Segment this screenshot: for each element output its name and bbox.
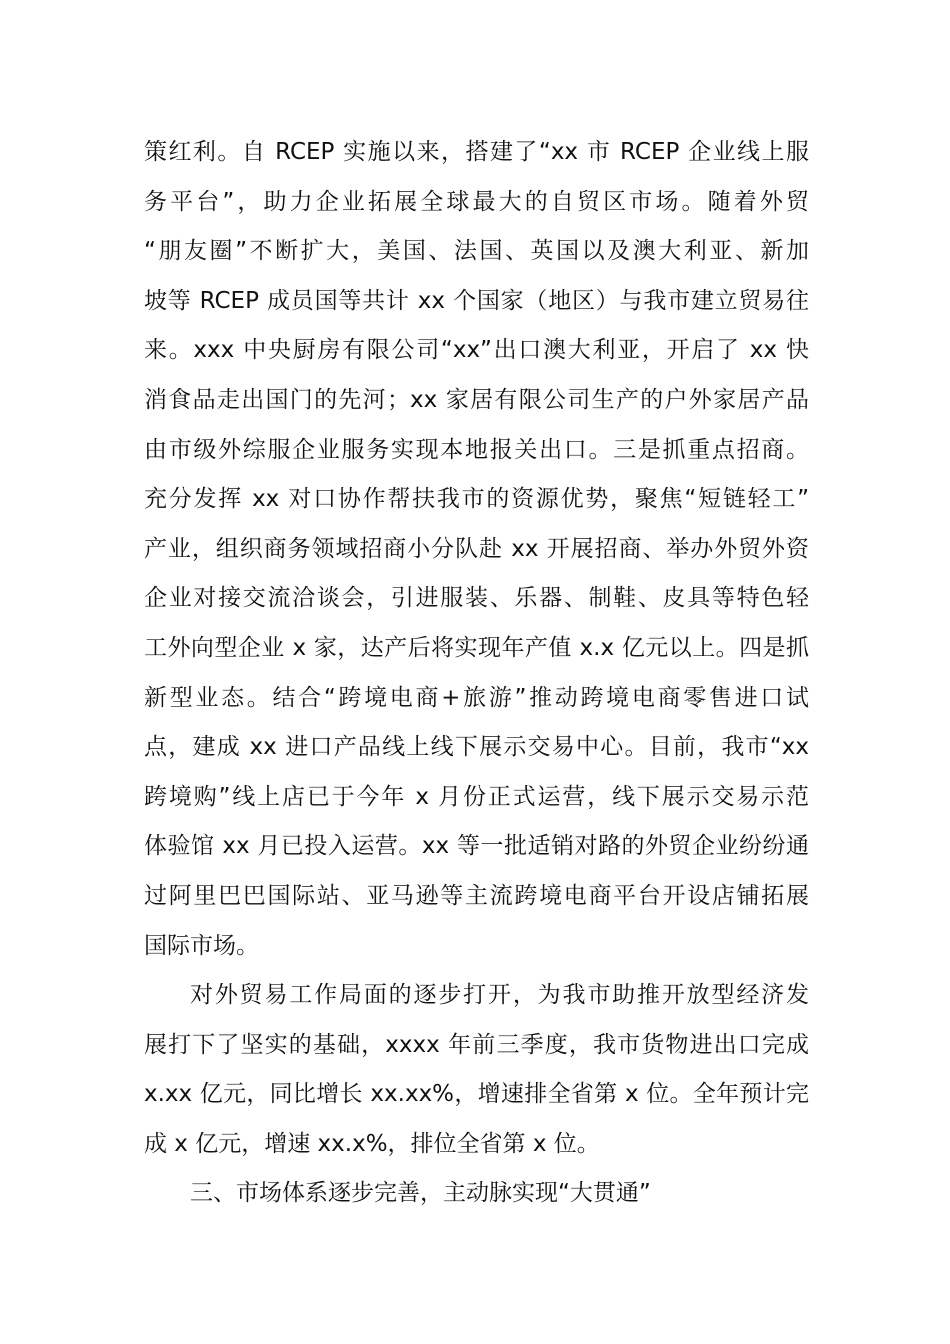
paragraph-line: 跨境购”线上店已于今年 x 月份正式运营，线下展示交易示范 bbox=[144, 783, 809, 810]
paragraph-line: 点，建成 xx 进口产品线上线下展示交易中心。目前，我市“xx bbox=[144, 734, 809, 761]
paragraph-1 bbox=[144, 128, 809, 971]
paragraph-line: 来。xxx 中央厨房有限公司“xx”出口澳大利亚，开启了 xx 快 bbox=[144, 337, 809, 364]
paragraph-2 bbox=[144, 971, 809, 1169]
paragraph-line: 国际市场。 bbox=[144, 932, 259, 959]
paragraph-line: 消食品走出国门的先河；xx 家居有限公司生产的户外家居产品 bbox=[144, 386, 809, 413]
paragraph-line: 充分发挥 xx 对口协作帮扶我市的资源优势，聚焦“短链轻工” bbox=[144, 486, 809, 513]
document-body bbox=[144, 128, 809, 1219]
paragraph-line: 体验馆 xx 月已投入运营。xx 等一批适销对路的外贸企业纷纷通 bbox=[144, 833, 809, 860]
paragraph-line: 企业对接交流洽谈会，引进服装、乐器、制鞋、皮具等特色轻 bbox=[144, 585, 809, 612]
paragraph-line: “朋友圈”不断扩大，美国、法国、英国以及澳大利亚、新加 bbox=[144, 238, 809, 265]
paragraph-line: 务平台”，助力企业拓展全球最大的自贸区市场。随着外贸 bbox=[144, 188, 809, 215]
paragraph-line: x.xx 亿元，同比增长 xx.xx%，增速排全省第 x 位。全年预计完 bbox=[144, 1081, 809, 1108]
paragraph-line: 对外贸易工作局面的逐步打开，为我市助推开放型经济发 bbox=[190, 982, 809, 1009]
paragraph-line: 过阿里巴巴国际站、亚马逊等主流跨境电商平台开设店铺拓展 bbox=[144, 882, 809, 909]
paragraph-line: 坡等 RCEP 成员国等共计 xx 个国家（地区）与我市建立贸易往 bbox=[144, 287, 809, 314]
paragraph-line: 成 x 亿元，增速 xx.x%，排位全省第 x 位。 bbox=[144, 1130, 600, 1157]
section-heading: 三、市场体系逐步完善，主动脉实现“大贯通” bbox=[190, 1180, 651, 1207]
paragraph-line: 新型业态。结合“跨境电商+旅游”推动跨境电商零售进口试 bbox=[144, 684, 809, 711]
paragraph-line: 展打下了坚实的基础，xxxx 年前三季度，我市货物进出口完成 bbox=[144, 1031, 809, 1058]
paragraph-line: 产业，组织商务领域招商小分队赴 xx 开展招商、举办外贸外资 bbox=[144, 535, 809, 562]
paragraph-line: 策红利。自 RCEP 实施以来，搭建了“xx 市 RCEP 企业线上服 bbox=[144, 139, 809, 165]
paragraph-line: 工外向型企业 x 家，达产后将实现年产值 x.x 亿元以上。四是抓 bbox=[144, 634, 809, 661]
paragraph-line: 由市级外综服企业服务实现本地报关出口。三是抓重点招商。 bbox=[144, 436, 809, 463]
